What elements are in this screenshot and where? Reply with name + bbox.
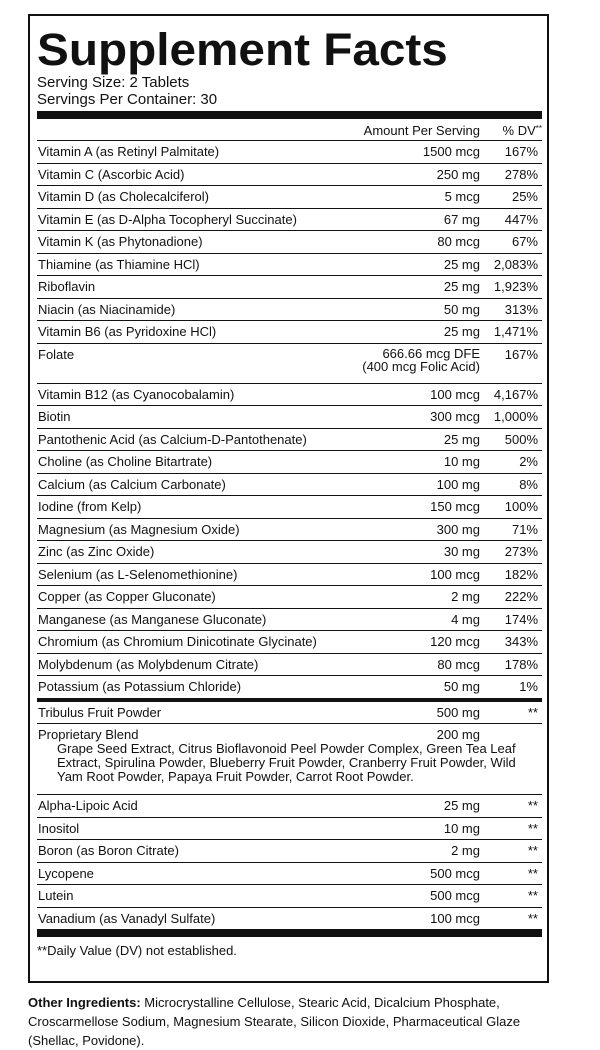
nutrient-row: [37, 609, 542, 632]
nutrient-dv: 1,471%: [493, 324, 538, 339]
nutrient-dv: 222%: [504, 589, 538, 604]
nutrient-row-tribulus: [37, 702, 542, 725]
nutrient-row: [37, 384, 542, 407]
nutrient-dv: **: [527, 888, 538, 903]
nutrient-amount: 67 mg: [443, 211, 480, 227]
nutrient-amount: 500 mcg: [430, 888, 480, 903]
nutrient-dv: 1%: [519, 679, 538, 694]
nutrient-name: Pantothenic Acid (as Calcium-D-Pantothenate): [38, 431, 307, 447]
nutrient-amount: 5 mcg: [444, 189, 480, 204]
nutrient-dv: 4,167%: [493, 386, 538, 402]
nutrient-name: Folate: [38, 346, 75, 362]
nutrient-row: [37, 209, 542, 232]
nutrient-dv: 182%: [504, 566, 538, 582]
nutrient-row: [37, 631, 542, 654]
nutrient-row: [37, 321, 542, 344]
nutrient-row: [37, 586, 542, 609]
nutrient-row: [37, 429, 542, 452]
nutrient-name: Molybdenum (as Molybdenum Citrate): [38, 656, 259, 672]
mineral-rows: [37, 384, 542, 698]
nutrient-name: Vitamin E (as D-Alpha Tocopheryl Succinate): [38, 211, 297, 227]
nutrient-dv: 313%: [504, 301, 538, 317]
nutrient-row: [37, 406, 542, 429]
nutrient-name: Vitamin B12 (as Cyanocobalamin): [38, 386, 235, 402]
nutrient-dv: **: [527, 820, 538, 836]
nutrient-dv: 2%: [519, 454, 538, 469]
nutrient-amount: 10 mg: [443, 820, 480, 836]
nutrient-name: Niacin (as Niacinamide): [38, 301, 176, 317]
nutrient-row: [37, 541, 542, 564]
nutrient-row: [37, 908, 542, 930]
nutrient-row: [37, 654, 542, 677]
other-ingredients-text: Microcrystalline Cellulose, Stearic Acid, Dicalcium Phosphate, Croscarmellose Sodium, Magnesium Stearate, Silicon Dioxide, Pharmaceutical Glaze (Shellac, Povidone).: [28, 995, 521, 1048]
nutrient-name: Vitamin D (as Cholecalciferol): [38, 189, 209, 204]
nutrient-name: Vitamin C (Ascorbic Acid): [38, 166, 185, 182]
supplement-facts-panel: [28, 14, 549, 983]
nutrient-dv: 447%: [504, 211, 538, 227]
nutrient-amount: 200 mg: [436, 727, 480, 742]
nutrient-amount: 100 mcg: [430, 910, 480, 926]
nutrient-name: Selenium (as L-Selenomethionine): [38, 566, 238, 582]
dv-header-mark: **: [535, 124, 542, 133]
other-ingredients-label: Other Ingredients:: [28, 995, 141, 1010]
nutrient-name: Inositol: [38, 820, 80, 836]
nutrient-name: Potassium (as Potassium Chloride): [38, 679, 242, 694]
nutrient-dv: 67%: [511, 234, 538, 249]
nutrient-row: [37, 451, 542, 474]
nutrient-row: [37, 885, 542, 908]
nutrient-dv: 167%: [504, 346, 538, 362]
nutrient-name: Boron (as Boron Citrate): [38, 843, 179, 858]
nutrient-name: Biotin: [38, 409, 71, 424]
nutrient-name: Vitamin B6 (as Pyridoxine HCl): [38, 324, 217, 339]
nutrient-amount: 80 mcg: [437, 656, 480, 672]
nutrient-row: [37, 186, 542, 209]
nutrient-name: Riboflavin: [38, 279, 96, 294]
nutrient-name: Thiamine (as Thiamine HCl): [38, 256, 200, 272]
nutrient-row: [37, 795, 542, 818]
nutrient-row-proprietary-blend: [37, 724, 542, 795]
nutrient-name: Manganese (as Manganese Gluconate): [38, 611, 267, 627]
nutrient-dv: **: [527, 704, 538, 720]
nutrient-row: [37, 496, 542, 519]
thick-divider-bottom: [37, 929, 542, 937]
nutrient-name: Tribulus Fruit Powder: [38, 704, 162, 720]
nutrient-name: Vitamin K (as Phytonadione): [38, 234, 203, 249]
nutrient-dv: 2,083%: [493, 256, 538, 272]
nutrient-amount: 500 mg: [436, 704, 480, 720]
nutrient-amount: 300 mcg: [430, 409, 480, 424]
panel-inner: [37, 16, 542, 958]
nutrient-name: Lutein: [38, 888, 74, 903]
nutrient-dv: 8%: [519, 476, 538, 492]
blend-description: Grape Seed Extract, Citrus Bioflavonoid Peel Powder Complex, Green Tea Leaf Extract, Spirulina Powder, Blueberry Fruit Powder, Cranberry Fruit Powder, Wild Yam Root Powder, Papaya Fruit Powder, Carrot Root Powder.: [57, 741, 516, 784]
nutrient-amount: 100 mg: [436, 476, 480, 492]
nutrient-dv: 343%: [504, 634, 538, 649]
nutrient-amount: 50 mg: [443, 301, 480, 317]
servings-per-container: Servings Per Container: 30: [37, 91, 218, 108]
nutrient-amount: 10 mg: [443, 454, 480, 469]
nutrient-name: Copper (as Copper Gluconate): [38, 589, 216, 604]
nutrient-row: [37, 840, 542, 863]
nutrient-amount: 80 mcg: [437, 234, 480, 249]
nutrient-amount: 25 mg: [443, 431, 480, 447]
nutrient-row: [37, 276, 542, 299]
nutrient-row: [37, 164, 542, 187]
dv-header-label: % DV: [502, 123, 536, 138]
nutrient-row: [37, 564, 542, 587]
nutrient-amount: 100 mcg: [430, 386, 480, 402]
nutrient-amount: 30 mg: [443, 544, 480, 559]
nutrient-amount: 2 mg: [451, 589, 480, 604]
nutrient-dv: 178%: [504, 656, 538, 672]
nutrient-amount: 250 mg: [436, 166, 480, 182]
nutrient-name: Choline (as Choline Bitartrate): [38, 454, 213, 469]
folate-amount-line1: 666.66 mcg DFE: [382, 345, 480, 361]
nutrient-dv: 71%: [511, 521, 538, 537]
nutrient-name: Iodine (from Kelp): [38, 499, 142, 514]
vitamin-rows: [37, 141, 542, 344]
nutrient-amount: 25 mg: [443, 324, 480, 339]
folate-amount-line2: (400 mcg Folic Acid): [362, 358, 480, 374]
nutrient-amount: 25 mg: [443, 256, 480, 272]
dv-header: [503, 123, 542, 138]
nutrient-name: Magnesium (as Magnesium Oxide): [38, 521, 240, 537]
nutrient-amount: 150 mcg: [430, 499, 480, 514]
nutrient-amount: 25 mg: [443, 798, 480, 813]
nutrient-name: Vanadium (as Vanadyl Sulfate): [38, 910, 216, 926]
nutrient-row-folate: [37, 344, 542, 384]
nutrient-row: [37, 519, 542, 542]
nutrient-dv: 1,000%: [493, 409, 538, 424]
nutrient-dv: 25%: [511, 189, 538, 204]
nutrient-dv: 500%: [504, 431, 538, 447]
other-rows: [37, 795, 542, 929]
nutrient-amount: [362, 347, 480, 373]
column-header: [37, 119, 542, 141]
nutrient-name: Alpha-Lipoic Acid: [38, 798, 138, 813]
nutrient-amount: 25 mg: [443, 279, 480, 294]
nutrient-amount: 300 mg: [436, 521, 480, 537]
amount-header: Amount Per Serving: [363, 123, 480, 138]
nutrient-amount: 120 mcg: [430, 634, 480, 649]
nutrient-dv: 100%: [504, 499, 538, 514]
nutrient-dv: 174%: [504, 611, 538, 627]
nutrient-name: Proprietary Blend: [38, 727, 139, 742]
nutrient-dv: **: [527, 865, 538, 881]
nutrient-row: [37, 863, 542, 886]
nutrient-row: [37, 231, 542, 254]
nutrient-amount: 1500 mcg: [422, 144, 480, 159]
nutrient-dv: **: [527, 910, 538, 926]
nutrient-dv: **: [527, 843, 538, 858]
nutrient-name: Chromium (as Chromium Dinicotinate Glycinate): [38, 634, 317, 649]
nutrient-dv: 1,923%: [493, 279, 538, 294]
nutrient-amount: 2 mg: [451, 843, 480, 858]
nutrient-name: Calcium (as Calcium Carbonate): [38, 476, 226, 492]
nutrient-dv: 167%: [504, 144, 538, 159]
nutrient-dv: 278%: [504, 166, 538, 182]
nutrient-amount: 500 mcg: [430, 865, 480, 881]
nutrient-amount: 100 mcg: [430, 566, 480, 582]
nutrient-row: [37, 141, 542, 164]
dv-footnote: **Daily Value (DV) not established.: [37, 943, 237, 958]
panel-title: Supplement Facts: [37, 24, 448, 75]
nutrient-name: Zinc (as Zinc Oxide): [38, 544, 155, 559]
other-ingredients: [28, 993, 568, 1050]
nutrient-amount: 50 mg: [443, 679, 480, 694]
nutrient-amount: 4 mg: [451, 611, 480, 627]
nutrient-name: Vitamin A (as Retinyl Palmitate): [38, 144, 220, 159]
nutrient-row: [37, 676, 542, 698]
nutrient-row: [37, 254, 542, 277]
nutrient-name: Lycopene: [38, 865, 94, 881]
nutrient-row: [37, 474, 542, 497]
thick-divider: [37, 111, 542, 119]
nutrient-dv: **: [527, 798, 538, 813]
nutrient-dv: 273%: [504, 544, 538, 559]
nutrient-row: [37, 299, 542, 322]
serving-size: Serving Size: 2 Tablets: [37, 74, 190, 91]
nutrient-row: [37, 818, 542, 841]
